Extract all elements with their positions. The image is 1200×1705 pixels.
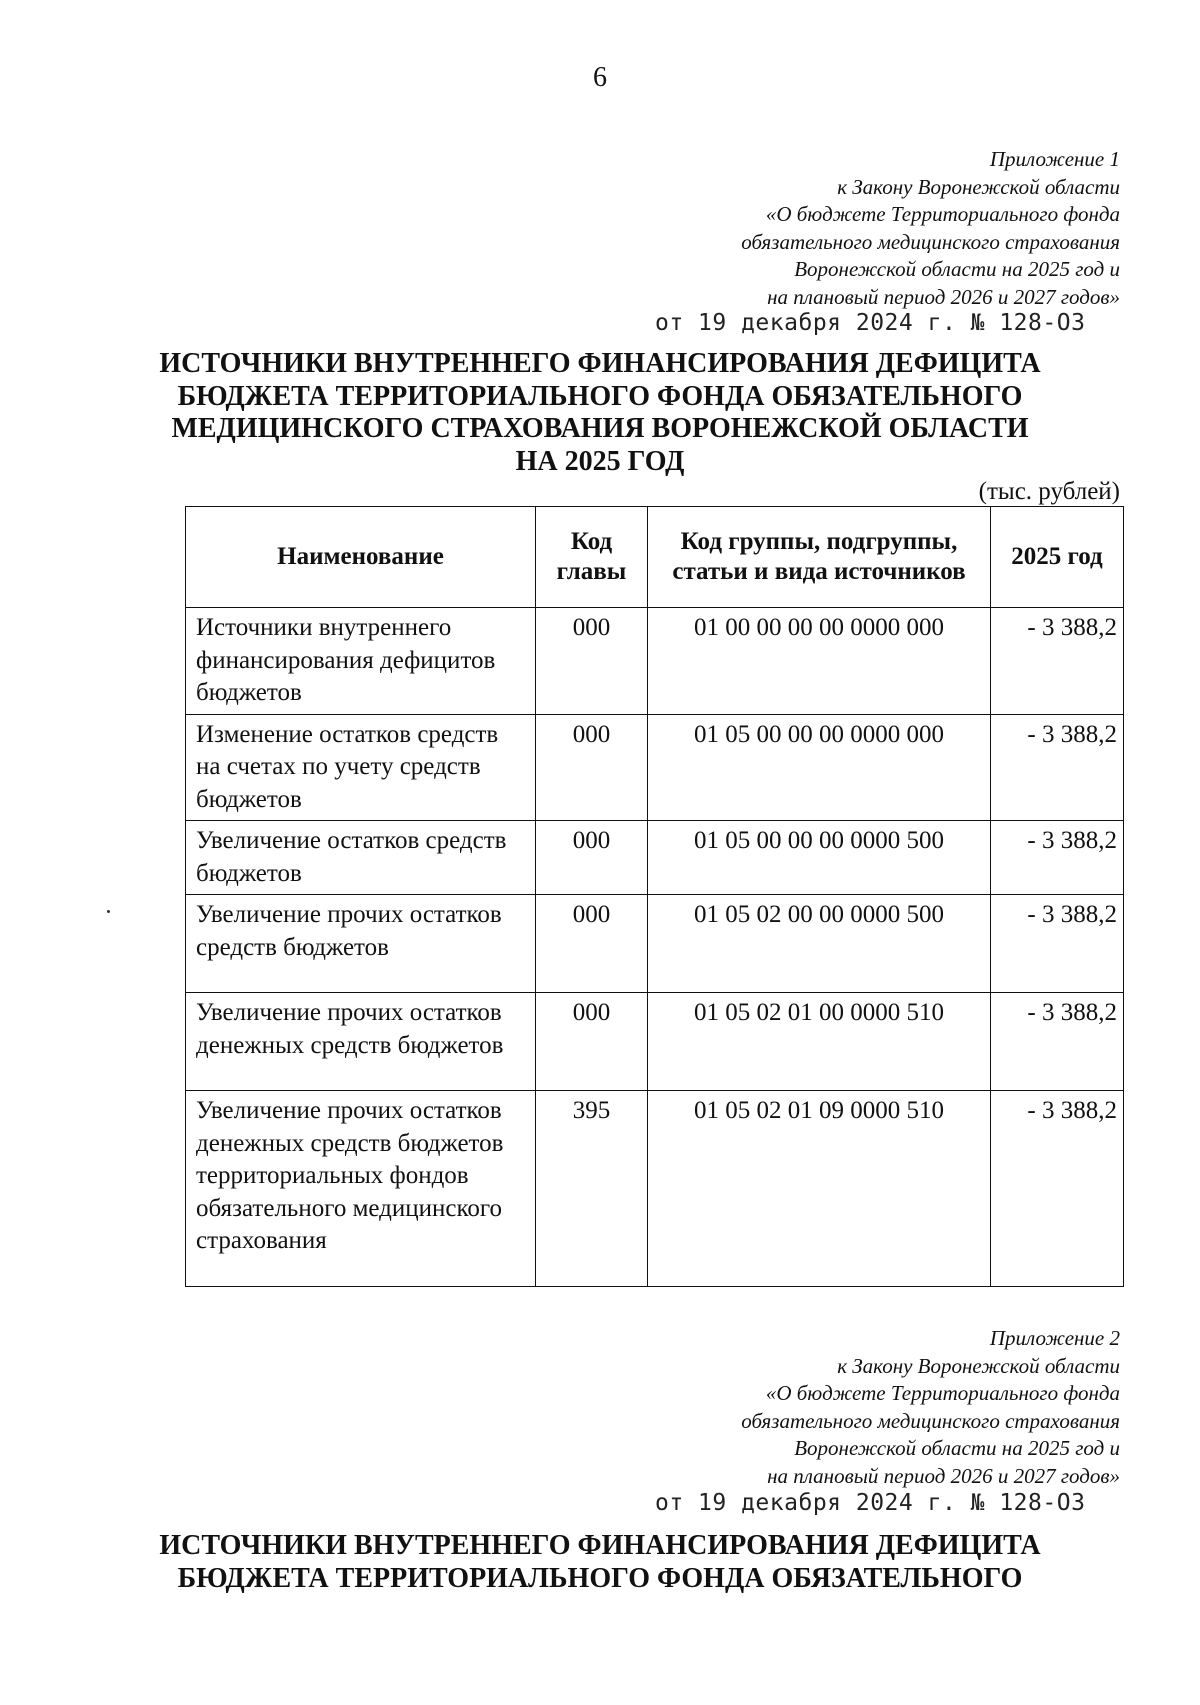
cell-amount: - 3 388,2 [991,714,1124,821]
appendix-line: «О бюджете Территориального фонда [765,1381,1120,1405]
title-line: БЮДЖЕТА ТЕРРИТОРИАЛЬНОГО ФОНДА ОБЯЗАТЕЛЬНОГО [177,380,1023,412]
sources-table [185,506,1124,1287]
appendix-line: Приложение 1 [989,147,1120,171]
cell-name: Источники внутреннего финансирования дефицитов бюджетов [186,608,536,715]
cell-code: 01 05 00 00 00 0000 000 [648,714,991,821]
cell-amount: - 3 388,2 [991,821,1124,895]
cell-name: Увеличение прочих остатков денежных средств бюджетов территориальных фондов обязательного медицинского страхования [186,1091,536,1287]
appendix-2-header [741,1325,1120,1490]
appendix-line: к Закону Воронежской области [837,174,1120,199]
cell-chapter: 000 [536,821,648,895]
cell-code: 01 05 02 01 00 0000 510 [648,993,991,1091]
appendix-line: Приложение 2 [989,1326,1120,1350]
cell-name: Увеличение прочих остатков средств бюджетов [186,895,536,993]
cell-code: 01 05 02 00 00 0000 500 [648,895,991,993]
cell-chapter: 000 [536,895,648,993]
cell-code: 01 00 00 00 00 0000 000 [648,608,991,715]
appendix-line: обязательного медицинского страхования [741,229,1120,254]
appendix-line: к Закону Воронежской области [837,1353,1120,1378]
title-appendix-1 [0,348,1200,478]
appendix-line: Воронежской области на 2025 год и [794,257,1120,281]
cell-name: Изменение остатков средств на счетах по учету средств бюджетов [186,714,536,821]
header-chapter-code: Код главы [536,507,648,608]
header-source-code: Код группы, подгруппы, статьи и вида источников [648,507,991,608]
appendix-line: Воронежской области на 2025 год и [794,1436,1120,1460]
scan-speck [107,910,110,913]
table-row [186,895,1124,993]
table-row [186,714,1124,821]
cell-chapter: 000 [536,714,648,821]
cell-code: 01 05 02 01 09 0000 510 [648,1091,991,1287]
cell-amount: - 3 388,2 [991,1091,1124,1287]
cell-code: 01 05 00 00 00 0000 500 [648,821,991,895]
table-row [186,821,1124,895]
header-year: 2025 год [991,507,1124,608]
cell-name: Увеличение остатков средств бюджетов [186,821,536,895]
appendix-line: обязательного медицинского страхования [741,1408,1120,1433]
page-number: 6 [593,62,607,93]
appendix-line: «О бюджете Территориального фонда [765,202,1120,226]
title-line: ИСТОЧНИКИ ВНУТРЕННЕГО ФИНАНСИРОВАНИЯ ДЕФИЦИТА [159,1530,1041,1561]
title-line: БЮДЖЕТА ТЕРРИТОРИАЛЬНОГО ФОНДА ОБЯЗАТЕЛЬНОГО [177,1562,1023,1594]
cell-chapter: 000 [536,993,648,1091]
title-line: МЕДИЦИНСКОГО СТРАХОВАНИЯ ВОРОНЕЖСКОЙ ОБЛАСТИ [171,413,1029,444]
cell-chapter: 395 [536,1091,648,1287]
table-row [186,608,1124,715]
title-line: ИСТОЧНИКИ ВНУТРЕННЕГО ФИНАНСИРОВАНИЯ ДЕФИЦИТА [159,348,1041,379]
cell-chapter: 000 [536,608,648,715]
table-row [186,1091,1124,1287]
table-row [186,993,1124,1091]
units-label: (тыс. рублей) [978,478,1120,505]
law-date-stamp: от 19 декабря 2024 г. № 128-ОЗ [655,1490,1086,1516]
cell-amount: - 3 388,2 [991,895,1124,993]
cell-amount: - 3 388,2 [991,608,1124,715]
appendix-1-header [741,146,1120,311]
header-name: Наименование [186,507,536,608]
law-date-stamp: от 19 декабря 2024 г. № 128-ОЗ [655,310,1086,336]
table-header-row [186,507,1124,608]
cell-amount: - 3 388,2 [991,993,1124,1091]
cell-name: Увеличение прочих остатков денежных средств бюджетов [186,993,536,1091]
appendix-line: на плановый период 2026 и 2027 годов» [767,284,1120,309]
appendix-line: на плановый период 2026 и 2027 годов» [767,1463,1120,1488]
title-line: НА 2025 ГОД [515,445,685,477]
title-appendix-2 [0,1530,1200,1595]
